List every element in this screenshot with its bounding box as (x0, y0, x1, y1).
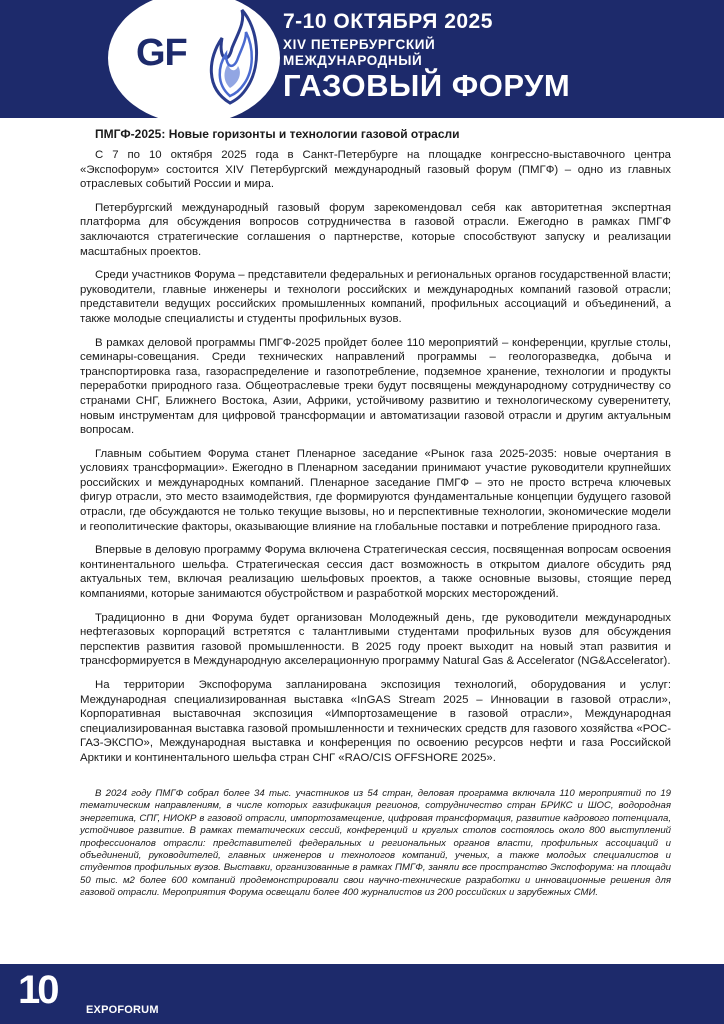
footnote: В 2024 году ПМГФ собрал более 34 тыс. участников из 54 стран, деловая программа включала 110 мероприятий по 19 тематическим направлениям, в числе которых газификация регионов, сотрудничество стран БРИКС и ШОС, водородная энергетика, СПГ, НИОКР в газовой отрасли, импортозамещение, цифровая трансформация, развитие кадрового потенциала, устойчивое развитие. В рамках тематических сессий, конференций и круглых столов состоялось около 800 выступлений профессионалов отрасли: представителей федеральных и региональных органов власти, профильных ассоциаций и объединений, руководителей, главных инженеров и технологов компаний, ученых, а также молодых специалистов и студентов профильных вузов. Выставки, организованные в рамках ПМГФ, заняли все пространство Экспофорума: на площади 50 тыс. м2 более 600 компаний продемонстрировали свои научно-технические разработки и инновационные решения для газовой отрасли. Мероприятия Форума освещали более 400 журналистов из 200 российских и зарубежных СМИ. (80, 788, 671, 899)
paragraph: С 7 по 10 октября 2025 года в Санкт-Петербурге на площадке конгрессно-выставочного центра «Экспофорум» состоится XIV Петербургский международный газовый форум (ПМГФ) – одно из главных отраслевых событий России и мира. (80, 149, 671, 191)
document-title: ПМГФ-2025: Новые горизонты и технологии газовой отрасли (95, 127, 460, 141)
header-banner (0, 0, 724, 118)
forum-logo-text: GF (136, 32, 187, 74)
forum-subtitle-line1: XIV ПЕТЕРБУРГСКИЙ (283, 37, 436, 52)
expoforum-logo: EXPOFORUM (86, 1004, 159, 1016)
forum-title: ГАЗОВЫЙ ФОРУМ (283, 68, 571, 103)
paragraph: Традиционно в дни Форума будет организован Молодежный день, где руководители международных нефтегазовых корпораций встретятся с талантливыми студентами профильных вузов для обсуждения перспектив развития газовой промышленности. В 2025 году проект выходит на новый этап развития и трансформируется в Международную акселерационную программу Natural Gas & Accelerator (NG&Accelerator). (80, 611, 671, 668)
anniversary-logo: 10 (18, 968, 57, 1012)
forum-dates: 7-10 ОКТЯБРЯ 2025 (283, 10, 493, 33)
paragraph: Впервые в деловую программу Форума включена Стратегическая сессия, посвященная вопросам освоения континентального шельфа. Стратегическая сессия даст возможность в открытом диалоге обсудить ряд актуальных тем, включая реализацию шельфовых проектов, а также основные вызовы, стоящие перед компаниями, которые занимаются обустройством и разработкой морских месторождений. (80, 544, 671, 601)
document-body (80, 127, 671, 775)
forum-subtitle-line2: МЕЖДУНАРОДНЫЙ (283, 53, 423, 68)
footer-banner (0, 964, 724, 1024)
paragraph: Главным событием Форума станет Пленарное заседание «Рынок газа 2025-2035: новые очертания в условиях трансформации». Ежегодно в Пленарном заседании принимают участие руководители крупнейших российских и международных компаний. Пленарное заседание ПМГФ – это не просто встреча ключевых фигур отрасли, это место взаимодействия, где формируются фундаментальные концепции будущего газовой отрасли, где обсуждаются не только текущие вызовы, но и перспективные технологии, экономические модели и геополитические факторы, оказывающие влияние на глобальные поставки и потребление природного газа. (80, 447, 671, 533)
paragraph: Среди участников Форума – представители федеральных и региональных органов государственной власти; руководители, главные инженеры и технологи российских и международных компаний газовой отрасли; представители ведущих российских промышленных компаний, профильных ассоциаций и объединений, а также молодые специалисты и студенты профильных вузов. (80, 269, 671, 325)
flame-icon (200, 8, 260, 108)
paragraph: В рамках деловой программы ПМГФ-2025 пройдет более 110 мероприятий – конференции, круглые столы, семинары-совещания. Среди технических направлений программы – геологоразведка, добыча и транспортировка газа, газораспределение и газопотребление, подземное хранение, технологии и продукты переработки природного газа. Общеотраслевые треки будут посвящены международному сотрудничеству со странами СНГ, Ближнего Востока, Азии, Африки, устойчивому развитию и технологическому суверенитету, новым инструментам для цифровой трансформации и автоматизации газовой отрасли и другим актуальным вопросам. (80, 336, 671, 437)
forum-subtitle (283, 37, 435, 69)
paragraph: Петербургский международный газовый форум зарекомендовал себя как авторитетная экспертная платформа для обсуждения вопросов сотрудничества в газовой отрасли. Ежегодно в рамках ПМГФ заключаются стратегические соглашения о партнерстве, которые способствуют запуску и реализации масштабных проектов. (80, 201, 671, 258)
paragraph: На территории Экспофорума запланирована экспозиция технологий, оборудования и услуг: Международная специализированная выставка «InGAS Stream 2025 – Инновации в газовой отрасли», Корпоративная выставочная экспозиция «Импортозамещение в газовой отрасли», Международная специализированная выставка газовой промышленности и технических средств для газового хозяйства «РОС-ГАЗ-ЭКСПО», Международная выставка и конференция по освоению ресурсов нефти и газа Российской Арктики и континентального шельфа стран СНГ «RAO/CIS OFFSHORE 2025». (80, 679, 671, 764)
